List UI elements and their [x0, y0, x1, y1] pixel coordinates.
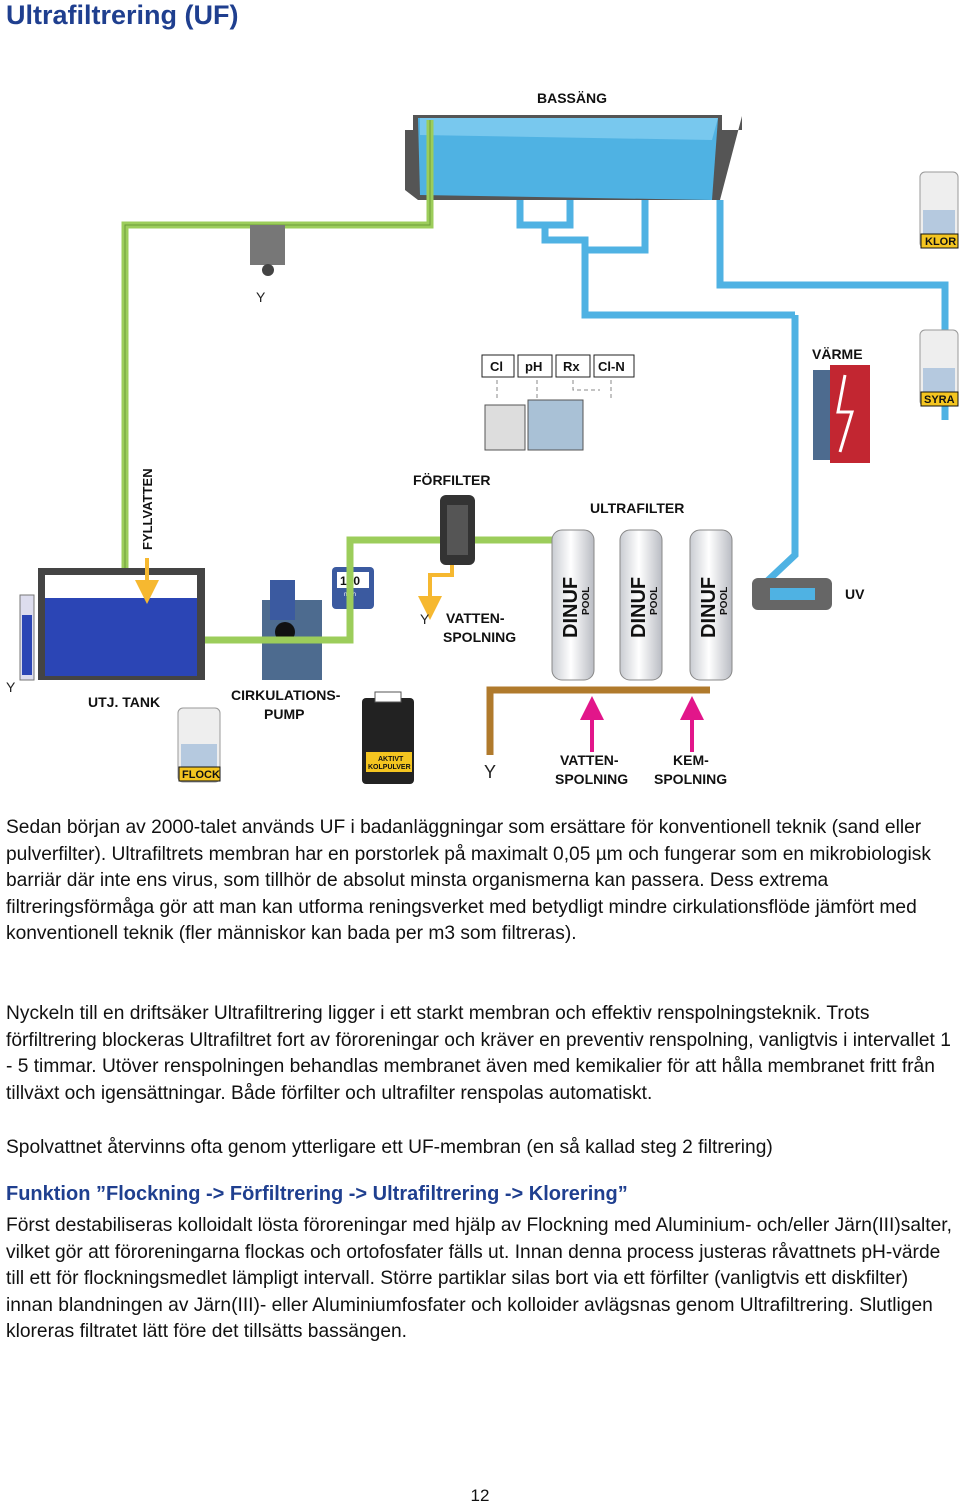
- page-title: Ultrafiltrering (UF): [6, 0, 239, 30]
- ultrafilter-module-2: [620, 530, 662, 680]
- label-forfilter: FÖRFILTER: [413, 472, 491, 488]
- sensor-group: [482, 355, 634, 450]
- label-vattenspolning-bot-1: VATTEN-: [560, 752, 619, 768]
- sensor-cln: Cl-N: [598, 359, 625, 374]
- label-kemspolning-2: SPOLNING: [654, 771, 728, 787]
- svg-text:POOL: POOL: [649, 586, 660, 615]
- activated-carbon-tank: [362, 692, 414, 784]
- label-klor: KLOR: [925, 236, 957, 248]
- label-utj-tank: UTJ. TANK: [88, 694, 161, 710]
- svg-text:DINUF: DINUF: [698, 576, 720, 638]
- chemical-tank-klor: [920, 172, 958, 248]
- circulation-pump: [262, 580, 322, 680]
- label-varme: VÄRME: [812, 346, 863, 362]
- label-syra: SYRA: [924, 394, 955, 406]
- svg-text:DINUF: DINUF: [628, 576, 650, 638]
- label-fyllvatten: FYLLVATTEN: [140, 468, 155, 550]
- chemical-tank-flock: [178, 708, 220, 782]
- paragraph-spolvatten: Spolvattnet återvinns ofta genom ytterligare ett UF-membran (en så kallad steg 2 filtrering): [6, 1137, 773, 1158]
- heater: [813, 365, 870, 463]
- section-heading-funktion: Funktion ”Flockning -> Förfiltrering -> Ultrafiltrering -> Klorering”: [6, 1183, 628, 1205]
- drain-symbol: Y: [256, 289, 266, 305]
- label-kemspolning-1: KEM-: [673, 752, 709, 768]
- label-cirk-2: PUMP: [264, 706, 305, 722]
- pipe-drain: [490, 690, 710, 755]
- svg-text:Y: Y: [6, 679, 16, 695]
- sensor-rx: Rx: [563, 359, 580, 374]
- label-flock: FLOCK: [182, 769, 220, 781]
- paragraph-intro: Sedan början av 2000-talet används UF i badanläggningar som ersättare för konventionell teknik (sand eller pulverfilter). Ultrafiltrets membran har en porstorlek på maximalt 0,05 µm och fungerar som en mikrobiologisk barriär där inte ens virus, som tillhör de absolut minsta organismerna kan passera. Dess extrema filtreringsförmåga gör att man kan utforma reningsverket med betydligt mindre cirkulationsflöde jämfört med konventionell teknik (fler människor kan bada per m3 som filtreras).: [6, 817, 931, 945]
- meter-value: 150: [340, 574, 361, 588]
- label-bassang: BASSÄNG: [537, 90, 608, 106]
- prefilter: [440, 495, 475, 565]
- label-ultrafilter: ULTRAFILTER: [590, 500, 685, 516]
- label-vattenspolning-top-1: VATTEN-: [446, 610, 505, 626]
- ultrafilter-module-3: [690, 530, 732, 680]
- page-number: 12: [470, 1486, 490, 1505]
- ultrafilter-module-1: [552, 530, 594, 680]
- ultrafiltration-process-diagram: [0, 40, 960, 800]
- sensor-ph: pH: [525, 359, 543, 374]
- label-cirk-1: CIRKULATIONS-: [231, 687, 341, 703]
- paragraph-funktion: Först destabiliseras kolloidalt lösta föroreningar med hjälp av Flockning med Aluminium- och/eller Järn(III)salter, vilket gör att föroreningarna flockas och ortofosfater fälls ut. Innan denna process justeras råvattnets pH-värde till ett för flockningsmedlet lämpligt intervall. Större partiklar silas bort via ett förfilter (vanligtvis ett diskfilter) innan blandningen av Järn(III)- eller Aluminiumfosfater och kolloider avlägsnas genom Ultrafiltrering. Slutligen kloreras filtratet lätt före det tillsätts bassängen.: [6, 1215, 952, 1343]
- label-vattenspolning-bot-2: SPOLNING: [555, 771, 629, 787]
- meter-unit: m³/h: [344, 592, 356, 598]
- svg-text:Y: Y: [484, 762, 497, 782]
- label-uv: UV: [845, 586, 865, 602]
- valve-body: [250, 225, 285, 265]
- sensor-cl: Cl: [490, 359, 503, 374]
- uv-unit: [752, 578, 832, 610]
- chemical-tank-syra: [920, 330, 958, 406]
- svg-text:Y: Y: [420, 611, 430, 627]
- paragraph-renspolning: Nyckeln till en driftsäker Ultrafiltrering ligger i ett starkt membran och effektiv renspolningsteknik. Trots förfiltrering blockeras Ultrafiltret fort av föroreningar och kräver en preventiv renspolning, vanligtvis i intervallet 1 - 5 timmar. Utöver renspolningen behandlas membranet även med kemikalier för att hålla membranet fritt från tillväxt och igensättningar. Både förfilter och ultrafilter renspolas automatiskt.: [6, 1003, 951, 1104]
- label-vattenspolning-top-2: SPOLNING: [443, 629, 517, 645]
- svg-text:POOL: POOL: [581, 586, 592, 615]
- svg-text:AKTIVT: AKTIVT: [378, 756, 404, 763]
- svg-text:POOL: POOL: [719, 586, 730, 615]
- svg-text:DINUF: DINUF: [560, 576, 582, 638]
- svg-text:KOLPULVER: KOLPULVER: [368, 764, 411, 771]
- balance-tank: [20, 568, 205, 680]
